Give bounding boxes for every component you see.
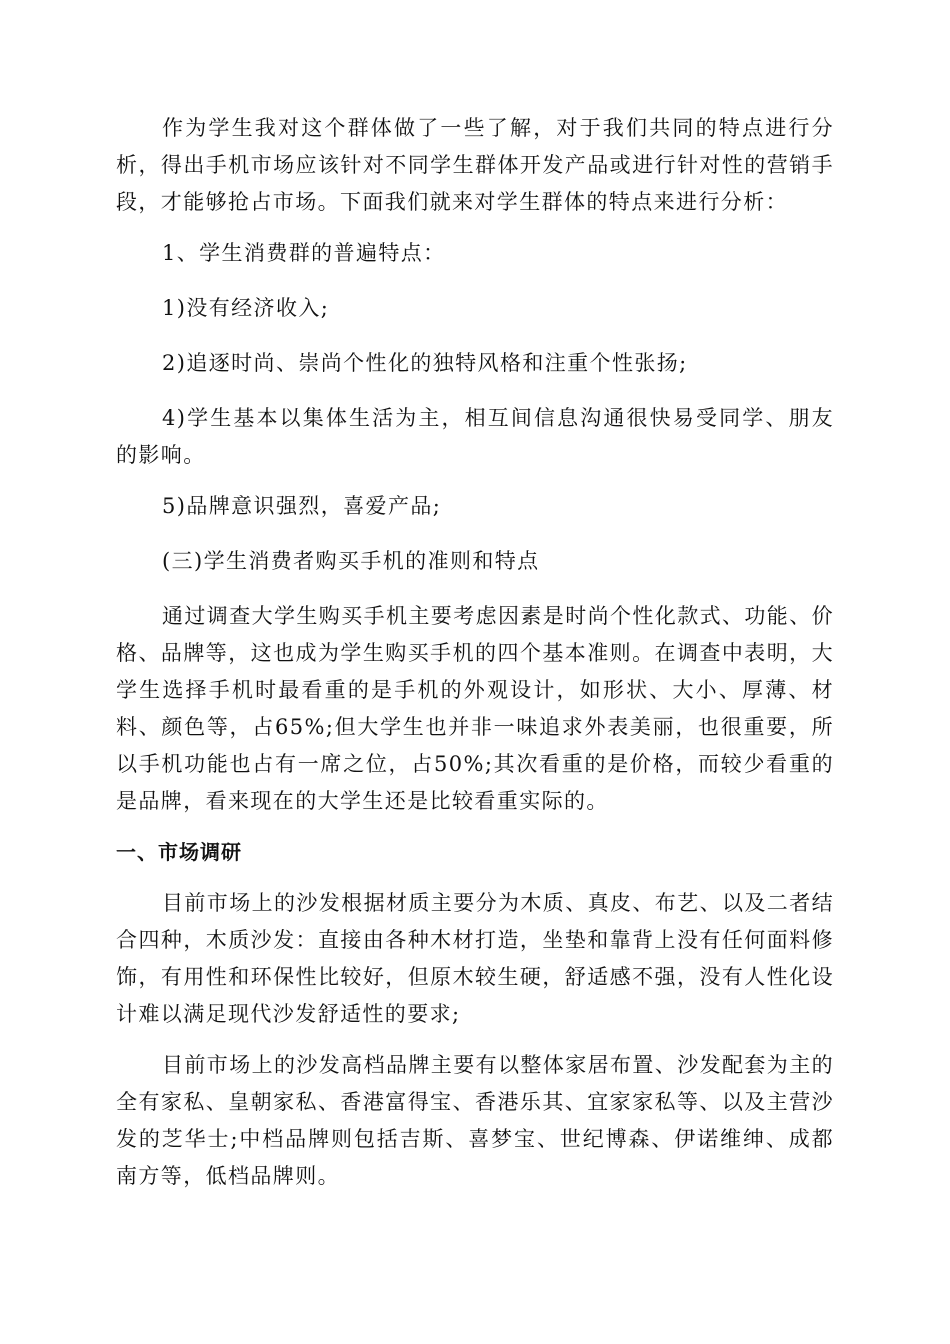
sofa-material-paragraph: 目前市场上的沙发根据材质主要分为木质、真皮、布艺、以及二者结合四种，木质沙发：直接由各种木材打造，坐垫和靠背上没有任何面料修饰，有用性和环保性比较好，但原木较生硬，舒适感不强，没有人性化设计难以满足现代沙发舒适性的要求; bbox=[116, 891, 834, 1026]
list-item-collective-life: 4)学生基本以集体生活为主，相互间信息沟通很快易受同学、朋友的影响。 bbox=[116, 406, 834, 467]
survey-paragraph: 通过调查大学生购买手机主要考虑因素是时尚个性化款式、功能、价格、品牌等，这也成为学生购买手机的四个基本准则。在调查中表明，大学生选择手机时最看重的是手机的外观设计，如形状、大小、厚薄、材料、颜色等，占65%;但大学生也并非一味追求外表美丽，也很重要，所以手机功能也占有一席之位，占50%;其次看重的是价格，而较少看重的是品牌，看来现在的大学生还是比较看重实际的。 bbox=[116, 604, 834, 813]
document-body bbox=[116, 110, 834, 1209]
list-item-brand-awareness: 5)品牌意识强烈，喜爱产品; bbox=[162, 494, 442, 518]
intro-paragraph: 作为学生我对这个群体做了一些了解，对于我们共同的特点进行分析，得出手机市场应该针对不同学生群体开发产品或进行针对性的营销手段，才能够抢占市场。下面我们就来对学生群体的特点来进行分析： bbox=[116, 116, 834, 214]
list-heading-student-traits: 1、学生消费群的普遍特点： bbox=[162, 241, 446, 265]
list-item-no-income: 1)没有经济收入; bbox=[162, 296, 330, 320]
sofa-brand-paragraph: 目前市场上的沙发高档品牌主要有以整体家居布置、沙发配套为主的全有家私、皇朝家私、香港富得宝、香港乐其、宜家家私等、以及主营沙发的芝华士;中档品牌则包括吉斯、喜梦宝、世纪博森、伊诺维绅、成都南方等，低档品牌则。 bbox=[116, 1053, 834, 1188]
list-item-fashion: 2)追逐时尚、崇尚个性化的独特风格和注重个性张扬; bbox=[162, 351, 688, 375]
section-heading-market-research: 一、市场调研 bbox=[116, 840, 242, 864]
subsection-heading-purchase-criteria: (三)学生消费者购买手机的准则和特点 bbox=[162, 549, 540, 573]
